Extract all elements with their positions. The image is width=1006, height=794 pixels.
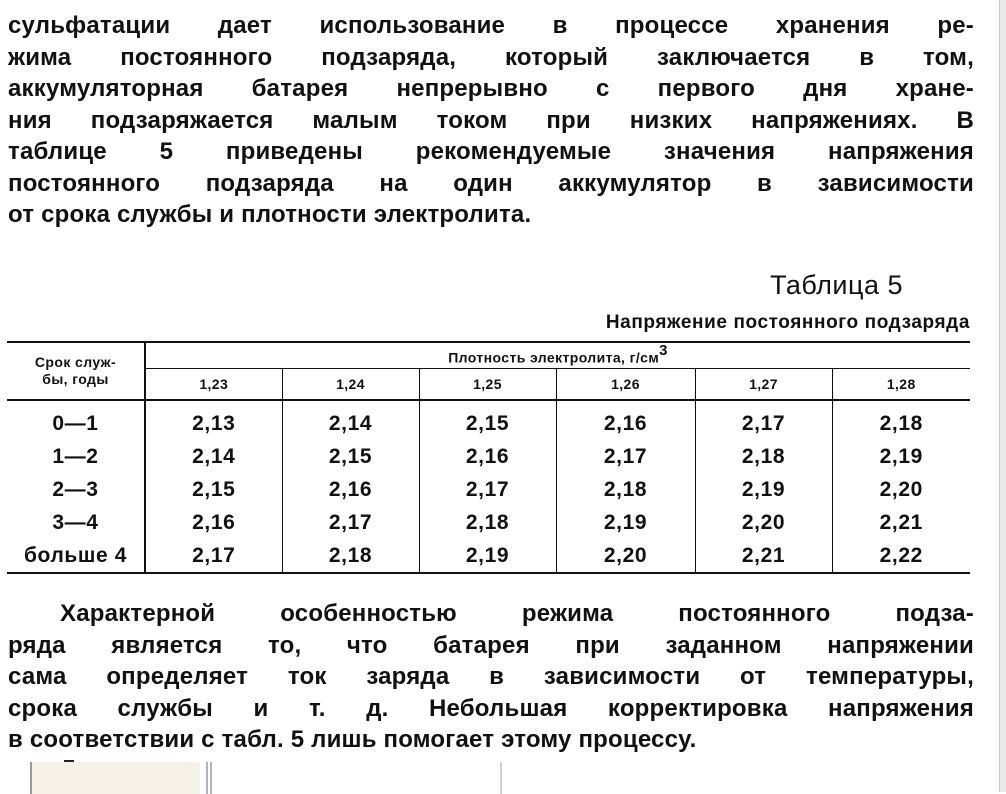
table-title: Напряжение постоянного подзаряда [605, 312, 970, 333]
scan-divider [206, 762, 208, 794]
service-term-cell: 3—4 [7, 506, 145, 539]
voltage-cell: 2,16 [556, 400, 695, 440]
text-line: срока службы и т. д. Небольшая корректировка напряжения [8, 694, 974, 722]
voltage-cell: 2,18 [695, 440, 832, 473]
voltage-cell: 2,19 [556, 506, 695, 539]
text-line: жима постоянного подзаряда, который заключается в том, [8, 43, 974, 71]
voltage-cell: 2,16 [145, 506, 282, 539]
table-row [7, 506, 970, 539]
density-group-header [145, 342, 970, 369]
voltage-cell: 2,20 [695, 506, 832, 539]
voltage-cell: 2,17 [145, 539, 282, 573]
text-line: сульфатации дает использование в процессе хранения ре- [8, 12, 974, 39]
density-header: 1,23 [145, 369, 282, 400]
text-line: сама определяет ток заряда в зависимости от температуры, [8, 663, 974, 690]
voltage-cell: 2,13 [145, 400, 282, 440]
paragraph-top [8, 10, 974, 231]
density-header: 1,27 [695, 369, 832, 400]
voltage-cell: 2,18 [556, 473, 695, 506]
scan-paper-edge [30, 762, 200, 794]
scan-right-edge [999, 0, 1006, 792]
voltage-cell: 2,18 [419, 506, 556, 539]
service-term-cell: 1—2 [7, 440, 145, 473]
text-line: постоянного подзаряда на один аккумулятор в зависимости [8, 169, 974, 197]
paragraph-bottom [8, 598, 974, 756]
voltage-cell: 2,17 [282, 506, 419, 539]
scan-divider [500, 762, 502, 794]
text-line: от срока службы и плотности электролита. [8, 201, 532, 228]
voltage-cell: 2,16 [282, 473, 419, 506]
text-line: Характерной особенностью режима постоянного подза- [60, 600, 974, 627]
voltage-cell: 2,17 [556, 440, 695, 473]
voltage-cell: 2,15 [419, 400, 556, 440]
scan-divider [210, 762, 212, 794]
table-row [7, 473, 970, 506]
voltage-cell: 2,21 [832, 506, 970, 539]
header-line: бы, годы [42, 371, 109, 387]
scan-bottom-strip [0, 760, 1006, 792]
text-line: в соответствии с табл. 5 лишь помогает этому процессу. [8, 726, 697, 753]
service-term-header [7, 342, 145, 400]
header-line: Срок служ- [34, 354, 117, 370]
voltage-cell: 2,14 [145, 440, 282, 473]
table-row [7, 539, 970, 573]
service-term-cell: 0—1 [7, 400, 145, 440]
voltage-table [7, 341, 970, 574]
voltage-cell: 2,19 [832, 440, 970, 473]
voltage-cell: 2,17 [695, 400, 832, 440]
table-row [7, 440, 970, 473]
voltage-cell: 2,15 [145, 473, 282, 506]
text-line: аккумуляторная батарея непрерывно с первого дня хране- [8, 75, 974, 102]
text-line: ряда является то, что батарея при заданном напряжении [8, 631, 974, 659]
voltage-cell: 2,19 [695, 473, 832, 506]
voltage-cell: 2,19 [419, 539, 556, 573]
voltage-cell: 2,20 [832, 473, 970, 506]
text-line: ния подзаряжается малым током при низких напряжениях. В [8, 106, 974, 134]
density-unit-superscript: 3 [659, 342, 668, 360]
density-header: 1,24 [282, 369, 419, 400]
voltage-cell: 2,17 [419, 473, 556, 506]
voltage-cell: 2,20 [556, 539, 695, 573]
voltage-cell: 2,16 [419, 440, 556, 473]
table-row [7, 400, 970, 440]
voltage-cell: 2,18 [832, 400, 970, 440]
density-header: 1,26 [556, 369, 695, 400]
service-term-cell: больше 4 [7, 539, 145, 573]
density-header: 1,25 [419, 369, 556, 400]
table-label: Таблица 5 [770, 270, 903, 300]
voltage-cell: 2,14 [282, 400, 419, 440]
density-header: 1,28 [832, 369, 970, 400]
density-group-label: Плотность электролита, г/см [448, 350, 660, 367]
voltage-cell: 2,22 [832, 539, 970, 573]
service-term-cell: 2—3 [7, 473, 145, 506]
voltage-cell: 2,18 [282, 539, 419, 573]
voltage-cell: 2,15 [282, 440, 419, 473]
voltage-cell: 2,21 [695, 539, 832, 573]
text-line: таблице 5 приведены рекомендуемые значения напряжения [8, 138, 974, 165]
